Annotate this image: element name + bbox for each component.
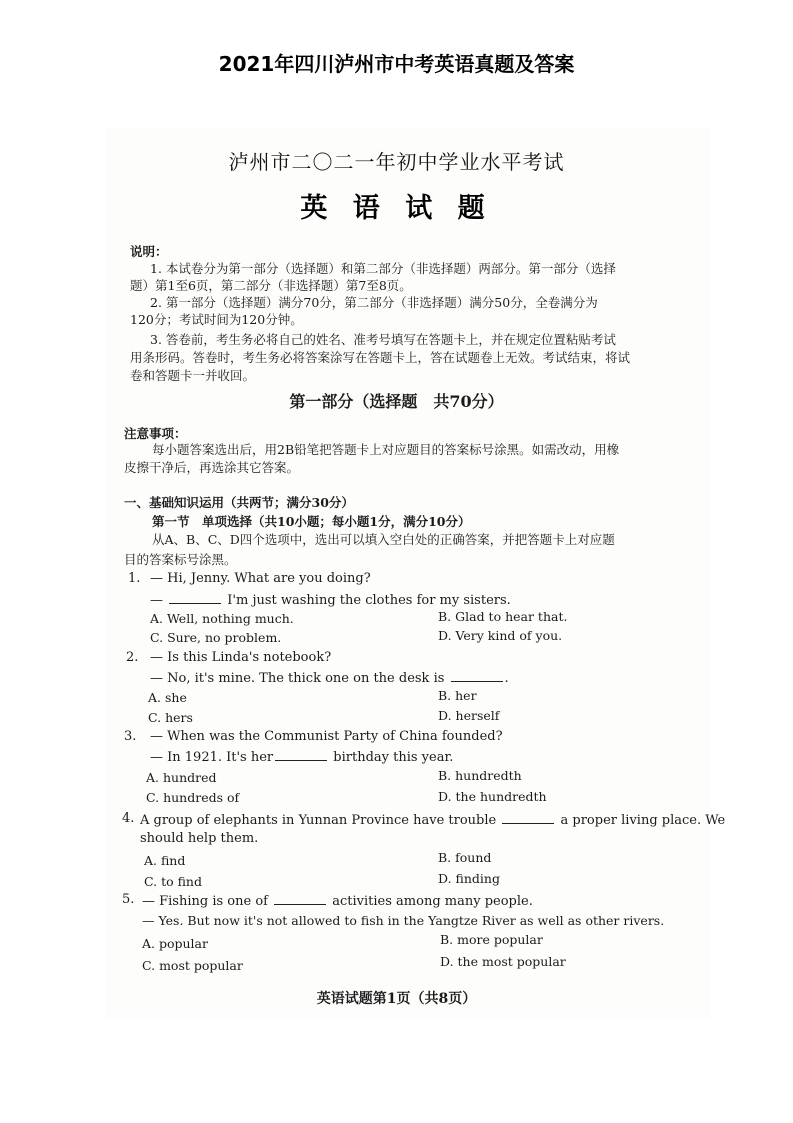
question-2-option-b: B. her xyxy=(438,688,477,703)
question-4-stem-2: should help them. xyxy=(140,831,259,846)
question-5-option-d: D. the most popular xyxy=(440,954,566,969)
question-5-stem-1: — Fishing is one of activities among many people. xyxy=(142,894,533,909)
page-title: 2021年四川泸州市中考英语真题及答案 xyxy=(218,52,575,76)
answer-blank xyxy=(274,892,326,905)
question-1-option-a: A. Well, nothing much. xyxy=(150,611,294,626)
section-heading: 一、基础知识运用（共两节；满分30分） xyxy=(124,495,354,510)
answer-blank xyxy=(502,811,554,824)
question-3-option-a: A. hundred xyxy=(146,770,217,785)
question-3-stem-1: — When was the Communist Party of China founded? xyxy=(150,729,503,744)
question-1-stem-2: — I'm just washing the clothes for my sisters. xyxy=(150,593,511,608)
notice-line-2: 皮擦干净后，再选涂其它答案。 xyxy=(124,460,300,475)
directions-line-2: 目的答案标号涂黑。 xyxy=(124,552,237,567)
question-2-number: 2. xyxy=(126,650,139,665)
question-4-stem-1: A group of elephants in Yunnan Province have trouble a proper living place. We xyxy=(140,813,726,828)
instructions-label: 说明： xyxy=(130,244,168,259)
question-3-option-c: C. hundreds of xyxy=(146,790,240,805)
notice-label: 注意事项： xyxy=(124,426,187,441)
answer-blank xyxy=(169,591,221,604)
instruction-2: 2. 第一部分（选择题）满分70分，第二部分（非选择题）满分50分，全卷满分为 xyxy=(150,295,598,310)
exam-subtitle: 泸州市二〇二一年初中学业水平考试 xyxy=(228,150,565,174)
answer-blank xyxy=(451,669,503,682)
question-2-stem-1: — Is this Linda's notebook? xyxy=(150,650,332,665)
question-5-option-b: B. more popular xyxy=(440,932,543,947)
question-3-stem-2: — In 1921. It's her birthday this year. xyxy=(150,750,454,765)
question-1-number: 1. xyxy=(128,571,141,586)
directions-line-1: 从A、B、C、D四个选项中，选出可以填入空白处的正确答案，并把答题卡上对应题 xyxy=(152,532,615,547)
instruction-3: 3. 答卷前，考生务必将自己的姓名、准考号填写在答题卡上，并在规定位置粘贴考试 xyxy=(150,332,616,347)
instruction-2-cont: 120分；考试时间为120分钟。 xyxy=(130,312,303,327)
instruction-3-cont2: 卷和答题卡一并收回。 xyxy=(130,368,256,383)
question-2-option-d: D. herself xyxy=(438,708,500,723)
question-1-stem-1: — Hi, Jenny. What are you doing? xyxy=(150,571,371,586)
question-3-number: 3. xyxy=(124,729,137,744)
subsection-heading: 第一节 单项选择（共10小题；每小题1分，满分10分） xyxy=(152,514,471,529)
question-5-stem-2: — Yes. But now it's not allowed to fish in the Yangtze River as well as other rivers. xyxy=(142,913,665,928)
question-5-number: 5. xyxy=(122,892,135,907)
part1-title: 第一部分（选择题 共70分） xyxy=(289,392,504,411)
question-1-option-b: B. Glad to hear that. xyxy=(438,609,568,624)
question-3-option-b: B. hundredth xyxy=(438,768,522,783)
instruction-1-cont: 题）第1至6页，第二部分（非选择题）第7至8页。 xyxy=(130,278,412,293)
question-1-option-d: D. Very kind of you. xyxy=(438,628,563,643)
question-4-option-d: D. finding xyxy=(438,871,500,886)
question-4-option-c: C. to find xyxy=(144,874,202,889)
question-4-number: 4. xyxy=(122,811,135,826)
question-5-option-a: A. popular xyxy=(142,936,208,951)
exam-title: 英 语 试 题 xyxy=(300,193,493,224)
question-5-option-c: C. most popular xyxy=(142,958,243,973)
question-1-option-c: C. Sure, no problem. xyxy=(150,630,282,645)
question-3-option-d: D. the hundredth xyxy=(438,789,547,804)
instruction-3-cont: 用条形码。答卷时，考生务必将答案涂写在答题卡上，答在试题卷上无效。考试结束，将试 xyxy=(130,350,631,365)
answer-blank xyxy=(275,748,327,761)
question-2-option-a: A. she xyxy=(148,690,187,705)
instruction-1: 1. 本试卷分为第一部分（选择题）和第二部分（非选择题）两部分。第一部分（选择 xyxy=(150,261,616,276)
question-2-option-c: C. hers xyxy=(148,710,193,725)
question-4-option-a: A. find xyxy=(144,853,186,868)
notice-line-1: 每小题答案选出后，用2B铅笔把答题卡上对应题目的答案标号涂黑。如需改动，用橡 xyxy=(152,442,620,457)
page-footer: 英语试题第1页（共8页） xyxy=(316,991,477,1007)
question-4-option-b: B. found xyxy=(438,850,492,865)
question-2-stem-2: — No, it's mine. The thick one on the desk is . xyxy=(150,671,509,686)
